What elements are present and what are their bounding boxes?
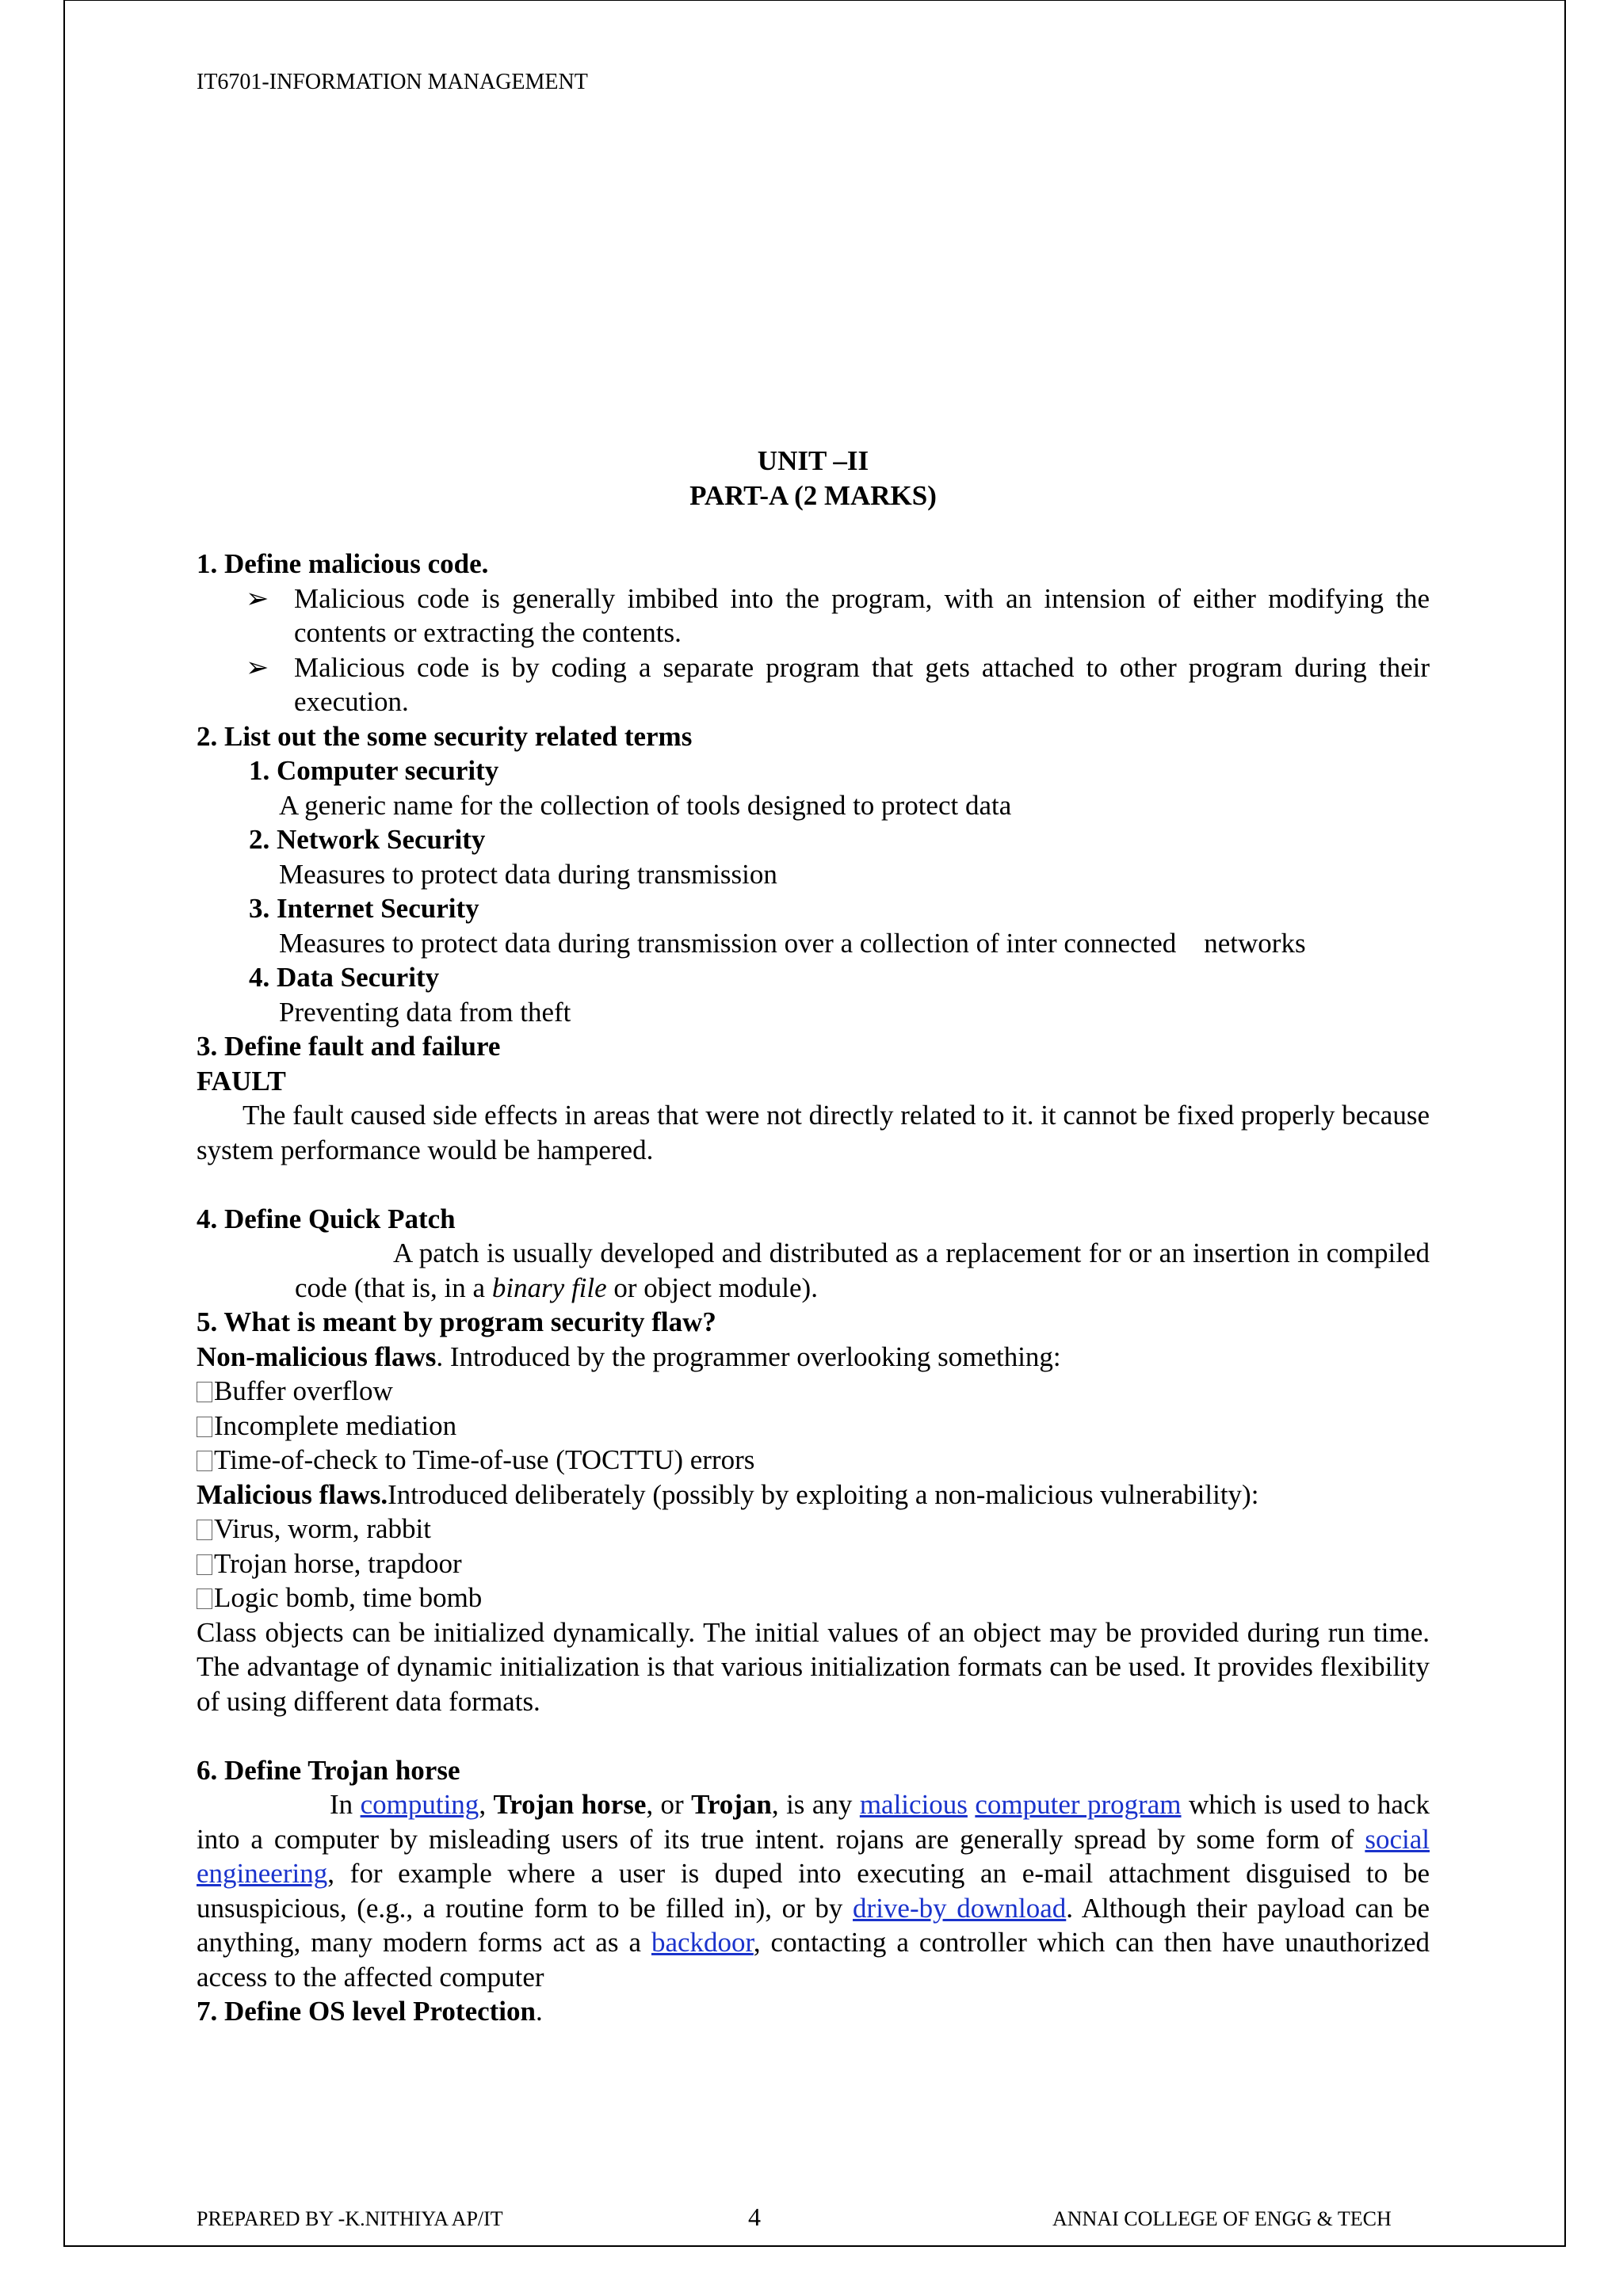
list-item — [197, 582, 1430, 650]
list-item — [197, 1443, 1430, 1478]
text-run: , is any — [771, 1789, 860, 1820]
patch-text-italic: binary file — [491, 1272, 607, 1303]
box-bullet-icon — [197, 1520, 212, 1540]
bullet-text: Malicious code is by coding a separate program that gets attached to other program during their execution. — [294, 651, 1430, 717]
question-7-period: . — [536, 1996, 543, 2027]
text-run: which is used to hack into a computer by misleading users of its true intent. rojans are generally spread by some form of — [197, 1789, 1430, 1855]
text-run — [968, 1789, 975, 1820]
bullet-text: Buffer overflow — [214, 1375, 393, 1406]
term-description: A generic name for the collection of tools designed to protect data — [279, 789, 1012, 821]
page-number: 4 — [748, 2203, 761, 2231]
link-malicious[interactable]: malicious — [859, 1789, 968, 1820]
spacer — [197, 1718, 1430, 1753]
running-header: IT6701-INFORMATION MANAGEMENT — [197, 70, 588, 94]
unit-title: UNIT –II — [757, 445, 869, 476]
list-item — [197, 1547, 1430, 1581]
class-objects-paragraph: Class objects can be initialized dynamically. The initial values of an object may be provided during run time. The advantage of dynamic initialization is that various initialization formats can be used. It provides flexibility of using different data formats. — [197, 1616, 1430, 1717]
question-5-heading: 5. What is meant by program security flaw? — [197, 1306, 716, 1337]
bullet-text: Trojan horse, trapdoor — [214, 1547, 462, 1579]
document-body — [197, 444, 1430, 2029]
question-1-heading: 1. Define malicious code. — [197, 548, 489, 579]
malicious-line — [197, 1478, 1430, 1512]
text-run: . Although their payload can be anything, many modern forms act as a — [197, 1892, 1430, 1958]
question-4-heading: 4. Define Quick Patch — [197, 1203, 456, 1234]
link-computing[interactable]: computing — [360, 1789, 479, 1820]
bullet-text: Incomplete mediation — [214, 1409, 457, 1441]
nonmalicious-label: Non-malicious flaws — [197, 1341, 437, 1372]
term-name: 1. Computer security — [249, 755, 499, 786]
link-drive-by-download[interactable]: drive-by download — [853, 1892, 1067, 1924]
bullet-text: Logic bomb, time bomb — [214, 1582, 483, 1613]
question-7-heading: 7. Define OS level Protection — [197, 1996, 536, 2027]
text-run: , — [479, 1789, 494, 1820]
link-social-engineering[interactable]: social engineering — [197, 1823, 1430, 1889]
bullet-text: Virus, worm, rabbit — [214, 1513, 431, 1544]
arrow-bullet-icon: ➢ — [246, 651, 269, 683]
question-7-line — [197, 1994, 1430, 2029]
fault-subheading: FAULT — [197, 1065, 286, 1097]
text-run: , contacting a controller which can then have unauthorized access to the affected computer — [197, 1927, 1430, 1993]
nonmalicious-text: . Introduced by the programmer overlooking something: — [436, 1341, 1061, 1372]
bold-trojan-horse: Trojan horse — [493, 1789, 647, 1820]
text-run: , or — [646, 1789, 692, 1820]
link-backdoor[interactable]: backdoor — [651, 1927, 754, 1958]
text-run: , for example where a user is duped into executing an e-mail attachment disguised to be unsuspicious, (e.g., a routine form to be filled in), or by — [197, 1858, 1430, 1924]
malicious-text: Introduced deliberately (possibly by exploiting a non-malicious vulnerability): — [388, 1478, 1259, 1510]
patch-text — [197, 1236, 1430, 1305]
part-title: PART-A (2 MARKS) — [689, 479, 937, 511]
fault-text: The fault caused side effects in areas that were not directly related to it. it cannot be fixed properly because system performance would be hampered. — [197, 1100, 1430, 1165]
list-item — [197, 1374, 1430, 1409]
list-item — [197, 1512, 1430, 1547]
spacer — [197, 1167, 1430, 1202]
term-description: Measures to protect data during transmission — [279, 858, 777, 890]
nonmalicious-line — [197, 1340, 1430, 1375]
bullet-text: Time-of-check to Time-of-use (TOCTTU) errors — [214, 1444, 755, 1475]
title-block — [197, 444, 1430, 513]
term-description: Preventing data from theft — [279, 996, 571, 1028]
malicious-label: Malicious flaws. — [197, 1478, 388, 1510]
list-item — [197, 650, 1430, 719]
term-name: 4. Data Security — [249, 962, 440, 993]
box-bullet-icon — [197, 1589, 212, 1609]
arrow-bullet-icon: ➢ — [246, 582, 269, 614]
patch-text-end: or object module). — [606, 1272, 818, 1303]
question-2-heading: 2. List out the some security related terms — [197, 720, 693, 752]
term-description: Measures to protect data during transmission over a collection of inter connected networks — [279, 927, 1306, 959]
footer-author: PREPARED BY -K.NITHIYA AP/IT — [197, 2207, 503, 2230]
text-run: In — [330, 1789, 361, 1820]
patch-text-start: A patch is usually developed and distributed as a replacement for or an insertion in compiled code (that is, in a — [295, 1238, 1430, 1303]
list-item — [197, 1409, 1430, 1444]
question-3-heading: 3. Define fault and failure — [197, 1031, 501, 1062]
link-computer-program[interactable]: computer program — [975, 1789, 1182, 1820]
question-6-heading: 6. Define Trojan horse — [197, 1754, 460, 1786]
term-name: 2. Network Security — [249, 824, 486, 855]
bold-trojan: Trojan — [691, 1789, 772, 1820]
list-item — [197, 1581, 1430, 1615]
footer-college: ANNAI COLLEGE OF ENGG & TECH — [1052, 2207, 1392, 2230]
box-bullet-icon — [197, 1554, 212, 1575]
box-bullet-icon — [197, 1451, 212, 1471]
term-name: 3. Internet Security — [249, 893, 479, 924]
box-bullet-icon — [197, 1417, 212, 1437]
box-bullet-icon — [197, 1382, 212, 1402]
trojan-paragraph — [197, 1787, 1430, 1994]
bullet-text: Malicious code is generally imbibed into the program, with an intension of either modifying the contents or extracting the contents. — [294, 582, 1430, 648]
